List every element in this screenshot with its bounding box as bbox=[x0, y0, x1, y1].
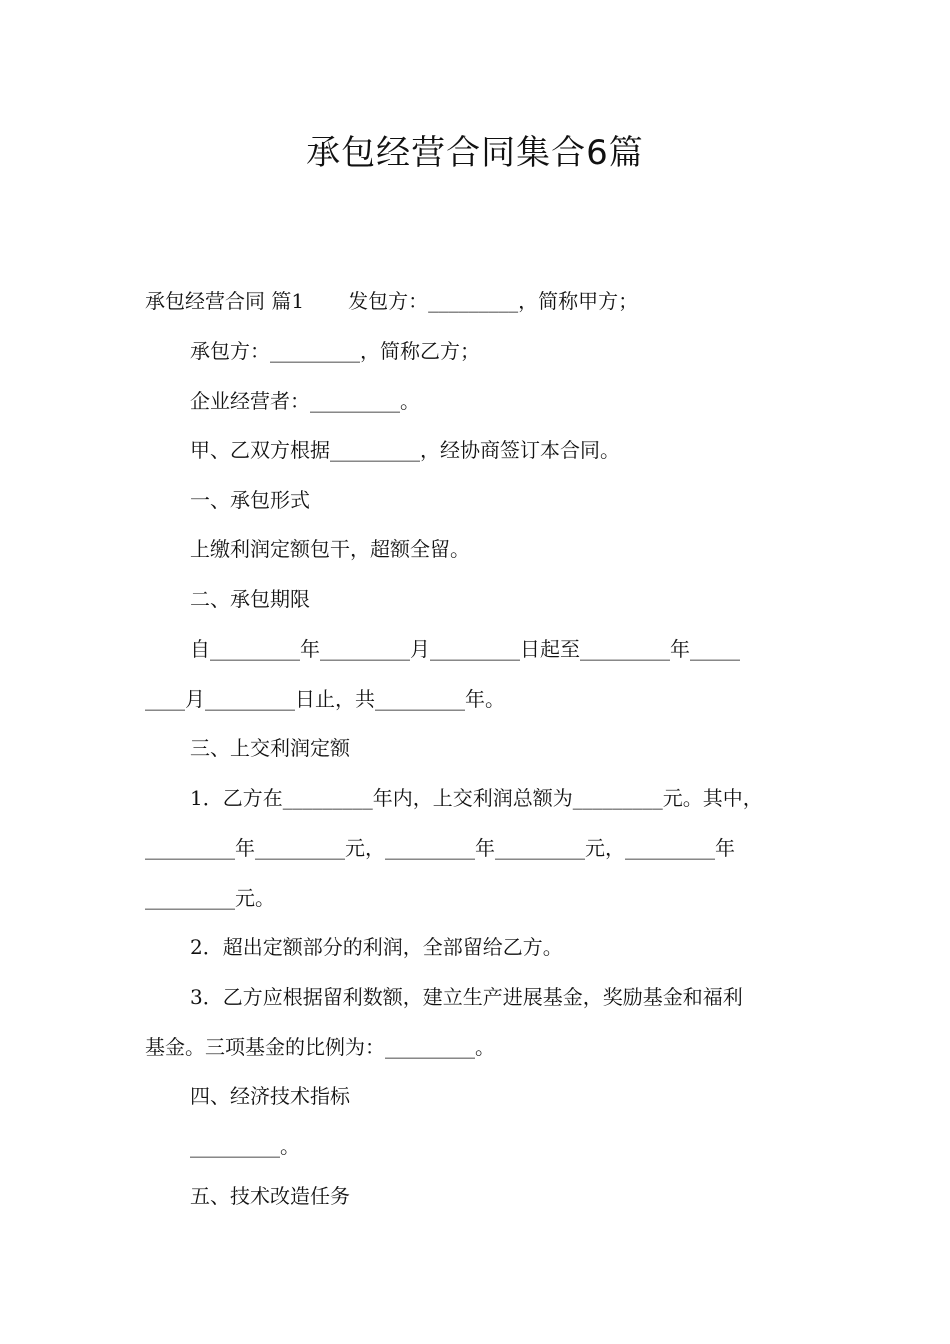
paragraph-line: 基金。三项基金的比例为：_________。 bbox=[145, 1035, 495, 1059]
section-heading: 五、技术改造任务 bbox=[190, 1184, 350, 1208]
paragraph-line bbox=[145, 286, 815, 316]
section-heading: 一、承包形式 bbox=[190, 488, 310, 512]
paragraph-line: 企业经营者：_________。 bbox=[190, 389, 420, 413]
section-heading: 四、经济技术指标 bbox=[190, 1084, 350, 1108]
paragraph-text: 发包方：_________，简称甲方； bbox=[348, 289, 639, 313]
paragraph-line: 3．乙方应根据留利数额，建立生产进展基金，奖励基金和福利 bbox=[190, 985, 743, 1009]
paragraph-line: _________元。 bbox=[145, 886, 275, 910]
section-heading: 承包经营合同 篇1 bbox=[145, 289, 305, 313]
paragraph-line: 自_________年_________月_________日起至_________年_____ bbox=[190, 637, 740, 661]
paragraph-line: 甲、乙双方根据_________，经协商签订本合同。 bbox=[190, 438, 620, 462]
paragraph-line: _________。 bbox=[190, 1134, 300, 1158]
paragraph-line: 承包方：_________，简称乙方； bbox=[190, 339, 480, 363]
paragraph-line: 2．超出定额部分的利润，全部留给乙方。 bbox=[190, 935, 563, 959]
paragraph-line: ____月_________日止，共_________年。 bbox=[145, 687, 505, 711]
section-heading: 三、上交利润定额 bbox=[190, 736, 350, 760]
paragraph-line: 上缴利润定额包干，超额全留。 bbox=[190, 537, 470, 561]
document-title: 承包经营合同集合6篇 bbox=[306, 133, 644, 173]
paragraph-line: 1．乙方在_________年内，上交利润总额为_________元。其中， bbox=[190, 786, 763, 810]
paragraph-line: _________年_________元，_________年_________元，_________年 bbox=[145, 836, 735, 860]
section-heading: 二、承包期限 bbox=[190, 587, 310, 611]
